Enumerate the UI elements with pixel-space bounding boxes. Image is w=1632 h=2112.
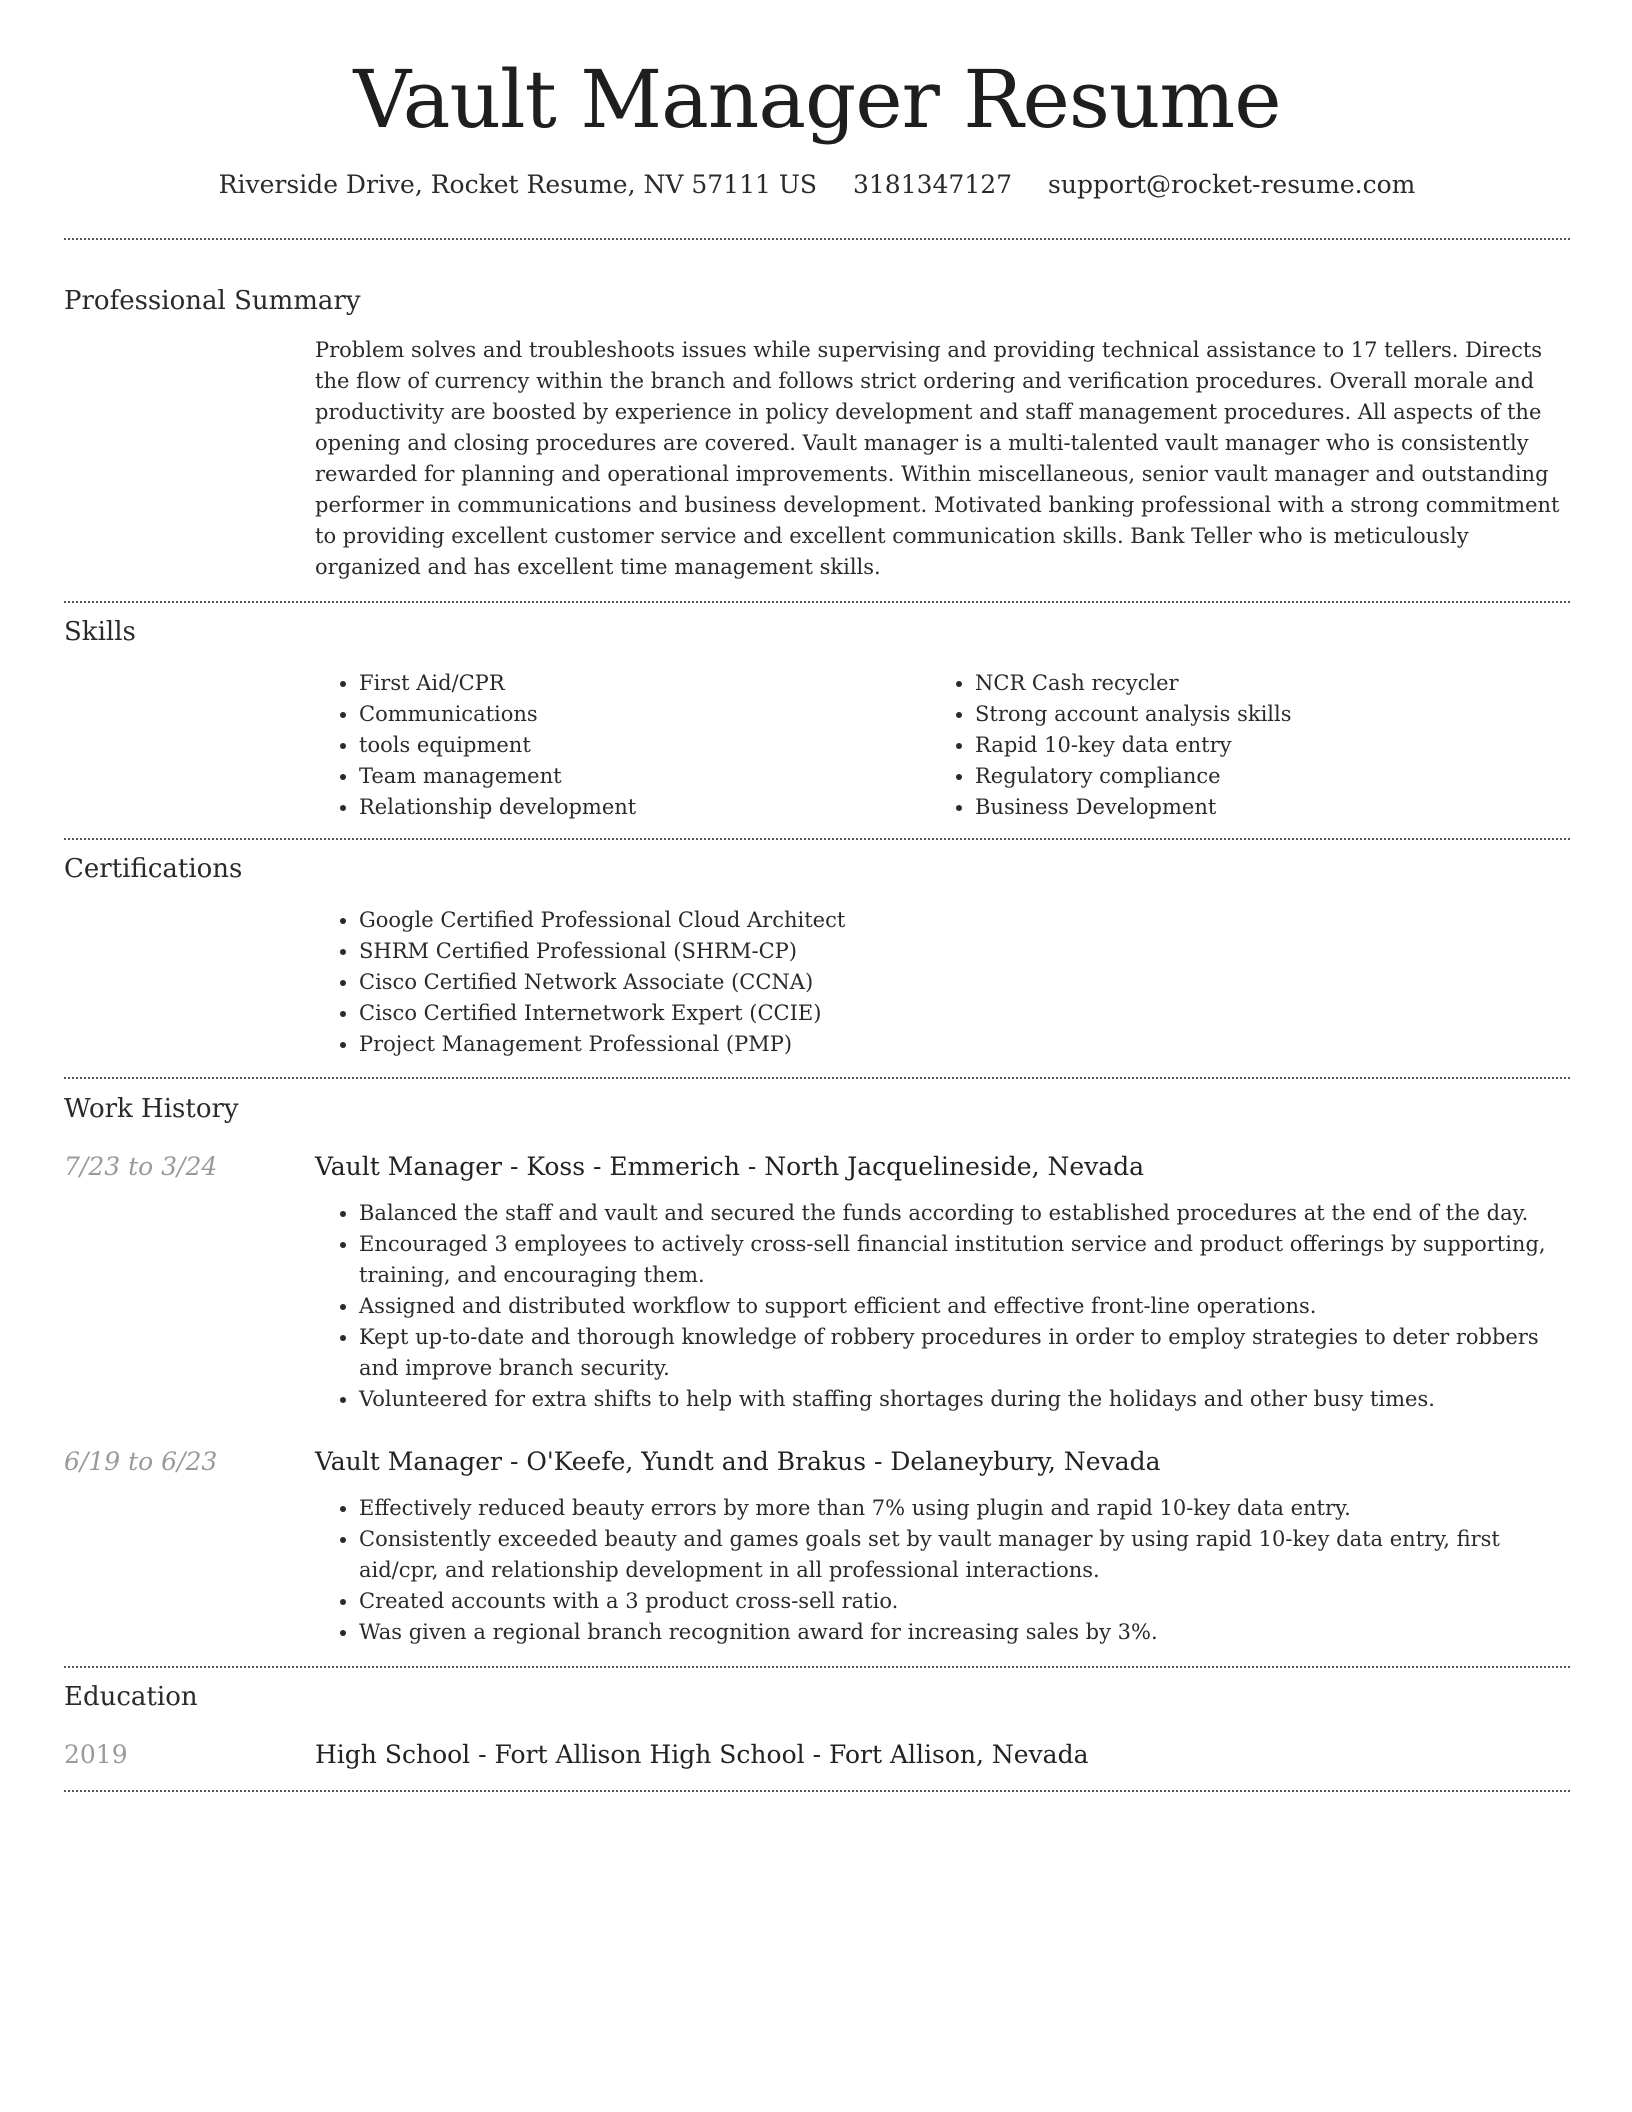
job-title: Vault Manager - Koss - Emmerich - North Jacquelineside, Nevada <box>315 1152 1145 1181</box>
skill-item: • Team management <box>359 761 931 792</box>
education-entry <box>64 1738 1570 1772</box>
contact-line <box>64 168 1570 202</box>
job-bullets <box>315 1493 1570 1648</box>
job-entry <box>64 1150 1570 1184</box>
job-bullet-list <box>315 1493 1570 1648</box>
divider <box>64 1790 1570 1792</box>
skill-item: • NCR Cash recycler <box>975 668 1547 699</box>
skill-item: • Communications <box>359 699 931 730</box>
divider <box>64 601 1570 603</box>
certification-item: • SHRM Certified Professional (SHRM-CP) <box>359 936 1570 967</box>
phone-text: 3181347127 <box>853 170 1013 199</box>
skill-item: • Regulatory compliance <box>975 761 1547 792</box>
certification-item: • Cisco Certified Network Associate (CCNA) <box>359 967 1570 998</box>
job-bullet: • Assigned and distributed workflow to support efficient and effective front-line operations. <box>359 1291 1570 1322</box>
job-bullet: • Balanced the staff and vault and secured the funds according to established procedures at the end of the day. <box>359 1198 1570 1229</box>
job-title: Vault Manager - O'Keefe, Yundt and Brakus - Delaneybury, Nevada <box>315 1447 1161 1476</box>
divider <box>64 238 1570 240</box>
job-entry <box>64 1445 1570 1479</box>
address-text: Riverside Drive, Rocket Resume, NV 57111 US <box>218 170 818 199</box>
job-bullet: • Consistently exceeded beauty and games goals set by vault manager by using rapid 10-key data entry, first aid/cpr, and relationship development in all professional interactions. <box>359 1524 1570 1586</box>
summary-text: Problem solves and troubleshoots issues while supervising and providing technical assistance to 17 tellers. Directs the flow of currency within the branch and follows strict ordering and verification procedures. Overall morale and productivity are boosted by experience in policy development and staff management procedures. All aspects of the opening and closing procedures are covered. Vault manager is a multi-talented vault manager who is consistently rewarded for planning and operational improvements. Within miscellaneous, senior vault manager and outstanding performer in communications and business development. Motivated banking professional with a strong commitment to providing excellent customer service and excellent communication skills. Bank Teller who is meticulously organized and has excellent time management skills. <box>315 338 1560 579</box>
divider <box>64 1077 1570 1079</box>
skills-list <box>315 668 1570 823</box>
certification-item: • Cisco Certified Internetwork Expert (CCIE) <box>359 998 1570 1029</box>
job-bullet: • Kept up-to-date and thorough knowledge of robbery procedures in order to employ strategies to deter robbers and improve branch security. <box>359 1322 1570 1384</box>
page-title: Vault Manager Resume <box>353 53 1281 146</box>
skill-item: • Strong account analysis skills <box>975 699 1547 730</box>
job-bullet-list <box>315 1198 1570 1415</box>
skills-column-right <box>931 668 1547 823</box>
certification-item: • Project Management Professional (PMP) <box>359 1029 1570 1060</box>
skills-column-left <box>315 668 931 823</box>
skills-heading: Skills <box>64 617 136 647</box>
email-text: support@rocket-resume.com <box>1048 170 1416 199</box>
skill-item: • Rapid 10-key data entry <box>975 730 1547 761</box>
job-bullet: • Was given a regional branch recognition award for increasing sales by 3%. <box>359 1617 1570 1648</box>
skill-item: • Relationship development <box>359 792 931 823</box>
certifications-heading: Certifications <box>64 854 243 884</box>
job-dates: 7/23 to 3/24 <box>64 1152 218 1181</box>
resume-page <box>64 0 1570 1792</box>
job-bullet: • Created accounts with a 3 product cross-sell ratio. <box>359 1586 1570 1617</box>
summary-section <box>315 335 1570 583</box>
education-year: 2019 <box>64 1740 128 1769</box>
work-history-heading: Work History <box>64 1094 239 1124</box>
divider <box>64 1666 1570 1668</box>
skill-item: • tools equipment <box>359 730 931 761</box>
certifications-ul <box>315 905 1570 1060</box>
education-heading: Education <box>64 1682 198 1712</box>
divider <box>64 838 1570 840</box>
education-title: High School - Fort Allison High School - Fort Allison, Nevada <box>315 1740 1089 1769</box>
summary-heading: Professional Summary <box>64 286 361 316</box>
certification-item: • Google Certified Professional Cloud Architect <box>359 905 1570 936</box>
job-bullet: • Encouraged 3 employees to actively cross-sell financial institution service and product offerings by supporting, training, and encouraging them. <box>359 1229 1570 1291</box>
job-bullet: • Effectively reduced beauty errors by more than 7% using plugin and rapid 10-key data entry. <box>359 1493 1570 1524</box>
job-bullets <box>315 1198 1570 1415</box>
skill-item: • First Aid/CPR <box>359 668 931 699</box>
certifications-list <box>315 905 1570 1060</box>
job-bullet: • Volunteered for extra shifts to help with staffing shortages during the holidays and other busy times. <box>359 1384 1570 1415</box>
job-dates: 6/19 to 6/23 <box>64 1447 218 1476</box>
skill-item: • Business Development <box>975 792 1547 823</box>
